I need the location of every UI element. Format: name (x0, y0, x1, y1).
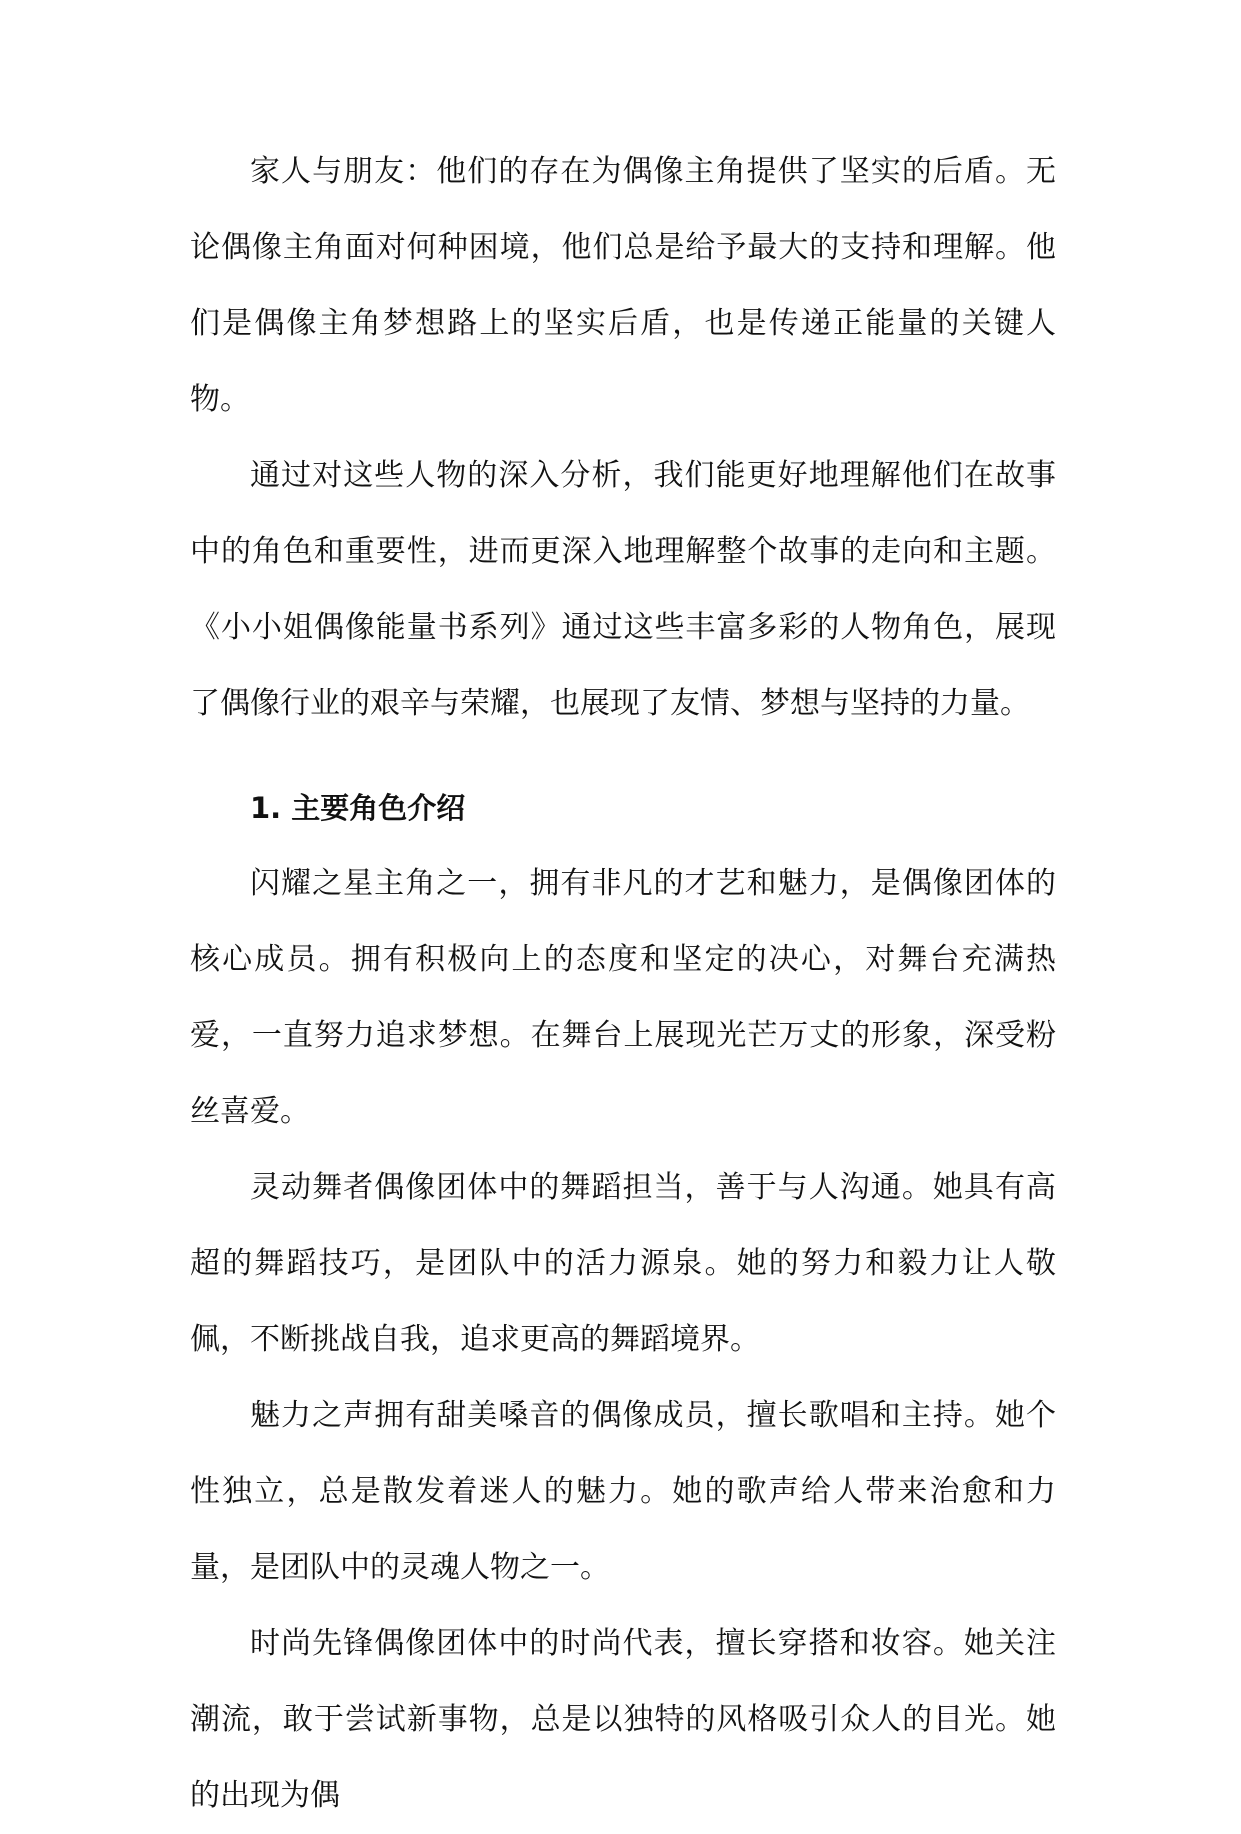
paragraph-agile-dancer: 灵动舞者偶像团体中的舞蹈担当，善于与人沟通。她具有高超的舞蹈技巧，是团队中的活力源泉。她的努力和毅力让人敬佩，不断挑战自我，追求更高的舞蹈境界。 (190, 1170, 1056, 1357)
paragraph-charming-voice: 魅力之声拥有甜美嗓音的偶像成员，擅长歌唱和主持。她个性独立，总是散发着迷人的魅力。她的歌声给人带来治愈和力量，是团队中的灵魂人物之一。 (190, 1398, 1056, 1585)
paragraph-analysis-summary: 通过对这些人物的深入分析，我们能更好地理解他们在故事中的角色和重要性，进而更深入地理解整个故事的走向和主题。《小小姐偶像能量书系列》通过这些丰富多彩的人物角色，展现了偶像行业的艰辛与荣耀，也展现了友情、梦想与坚持的力量。 (190, 458, 1056, 721)
paragraph-shining-star: 闪耀之星主角之一，拥有非凡的才艺和魅力，是偶像团体的核心成员。拥有积极向上的态度和坚定的决心，对舞台充满热爱，一直努力追求梦想。在舞台上展现光芒万丈的形象，深受粉丝喜爱。 (190, 866, 1056, 1129)
paragraph-family-friends: 家人与朋友：他们的存在为偶像主角提供了坚实的后盾。无论偶像主角面对何种困境，他们总是给予最大的支持和理解。他们是偶像主角梦想路上的坚实后盾，也是传递正能量的关键人物。 (190, 154, 1056, 417)
paragraph-fashion-pioneer: 时尚先锋偶像团体中的时尚代表，擅长穿搭和妆容。她关注潮流，敢于尝试新事物，总是以独特的风格吸引众人的目光。她的出现为偶 (190, 1626, 1056, 1813)
section-heading: 1. 主要角色介绍 (250, 791, 466, 825)
document-body (190, 134, 1056, 1834)
